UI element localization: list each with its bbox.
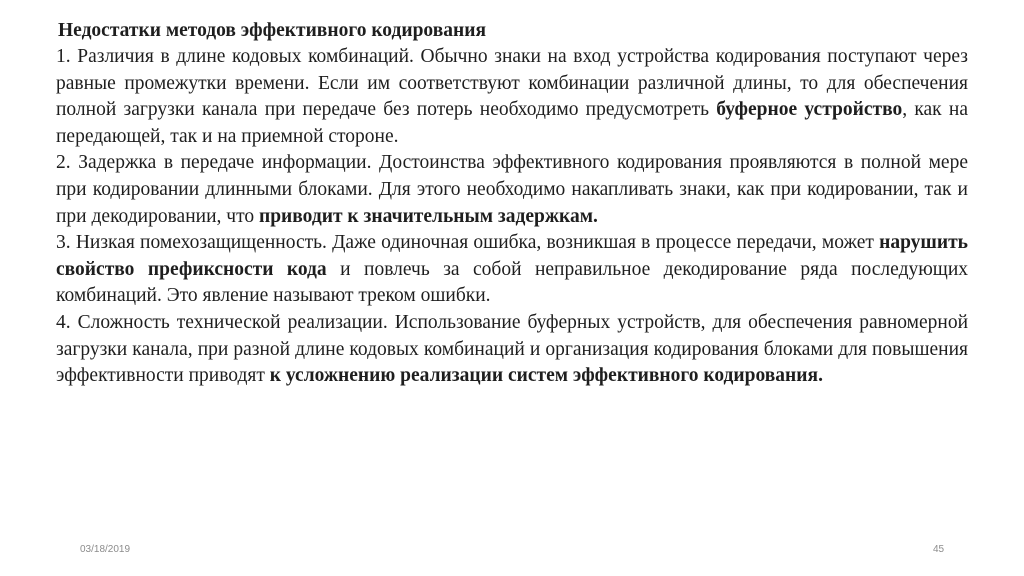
paragraph-text: 2. Задержка в передаче информации. Достоинства эффективного кодирования проявляются в полной мере при кодировании длинными блоками. Для этого необходимо накапливать знаки, как при кодировании, так и при декодировании, что	[56, 152, 968, 227]
emphasis-text: нарушить свойство префиксности кода	[56, 232, 968, 280]
paragraph-list	[56, 44, 968, 390]
emphasis-text: буферное устройство	[716, 99, 903, 121]
paragraph-text: и повлечь за собой неправильное декодирование ряда последующих комбинаций. Это явление называют треком ошибки.	[56, 258, 969, 307]
list-item	[56, 230, 968, 310]
paragraph-text: 3. Низкая помехозащищенность. Даже одиночная ошибка, возникшая в процессе передачи, может	[56, 232, 880, 254]
list-item	[56, 44, 968, 150]
list-item	[56, 150, 968, 230]
slide-content	[56, 18, 968, 390]
list-item	[56, 310, 968, 390]
footer-date: 03/18/2019	[80, 544, 131, 555]
emphasis-text: приводит к значительным задержкам.	[258, 205, 598, 227]
emphasis-text: к усложнению реализации систем эффективного кодирования.	[269, 365, 823, 387]
slide-title: Недостатки методов эффективного кодирования	[58, 20, 486, 41]
paragraph-text: , как на передающей, так и на приемной стороне.	[56, 99, 968, 147]
paragraph-text: 1. Различия в длине кодовых комбинаций. Обычно знаки на вход устройства кодирования поступают через равные промежутки времени. Если им соответствуют комбинации различной длины, то для обеспечения полной загрузки канала при передаче без потерь необходимо предусмотреть	[56, 46, 968, 121]
paragraph-text: 4. Сложность технической реализации. Использование буферных устройств, для обеспечения равномерной загрузки канала, при разной длине кодовых комбинаций и организация кодирования блоками для повышения эффективности приводят	[56, 311, 968, 387]
footer-page-number: 45	[933, 544, 945, 555]
